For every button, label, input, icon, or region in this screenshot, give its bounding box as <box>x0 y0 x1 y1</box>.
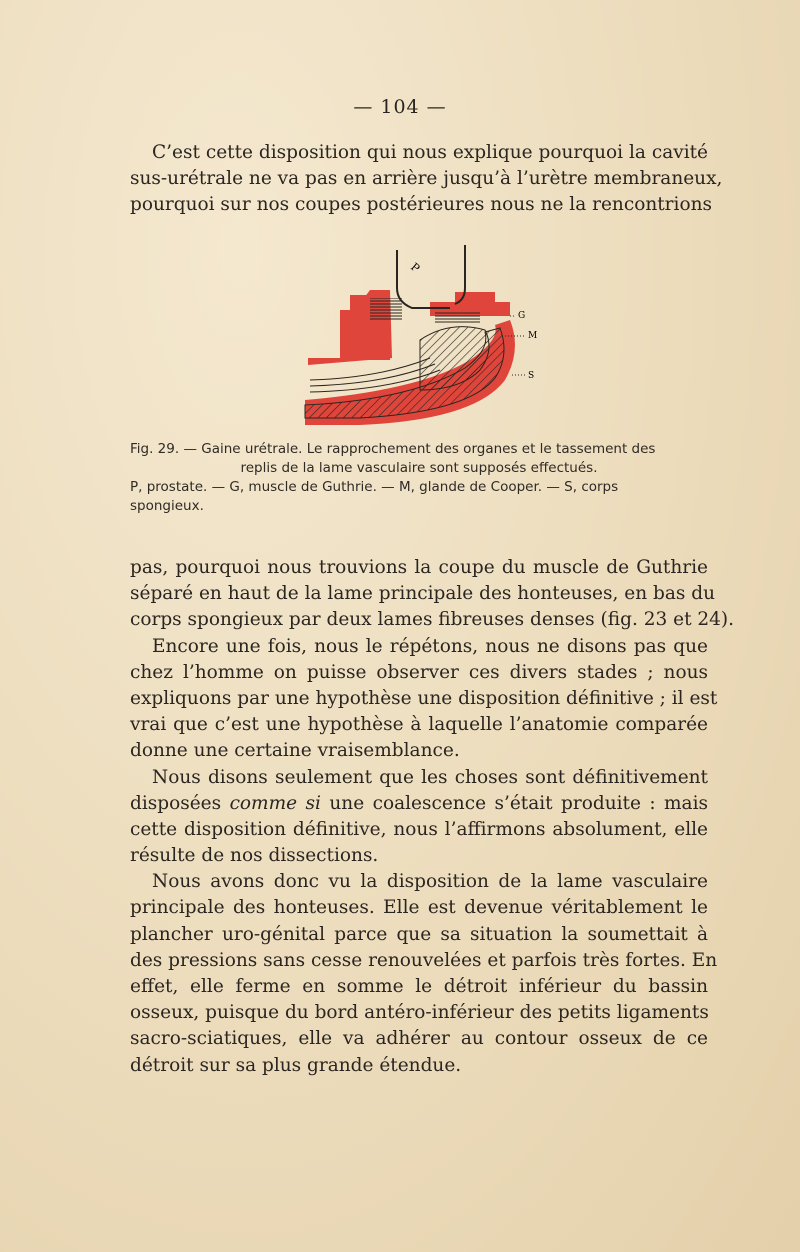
muscle-right <box>435 312 480 324</box>
text-line: principale des honteuses. Elle est devenue véritablement le <box>130 897 708 919</box>
text-line: détroit sur sa plus grande étendue. <box>130 1054 462 1076</box>
text-line: pourquoi sur nos coupes postérieures nous ne la rencontrions <box>130 194 712 216</box>
text-line: expliquons par une hypothèse une disposition définitive ; il est <box>130 687 718 709</box>
text-line: séparé en haut de la lame principale des honteuses, en bas du <box>130 583 716 605</box>
emphasis-text: comme si <box>229 792 321 814</box>
caption-line: P, prostate. — G, muscle de Guthrie. — M, glande de Cooper. — S, corps <box>130 479 619 495</box>
text-line: cette disposition définitive, nous l’affirmons absolument, elle <box>130 818 708 840</box>
text-line: osseux, puisque du bord antéro-inférieur des petits ligaments <box>130 1002 709 1024</box>
caption-line: replis de la lame vasculaire sont supposés effectués. <box>240 460 598 476</box>
urethra-wall <box>397 250 450 308</box>
top-paragraph <box>130 140 723 219</box>
label-p: P <box>408 260 423 276</box>
figure-29-diagram <box>300 240 550 430</box>
label-m: M <box>528 331 538 341</box>
text-line: pas, pourquoi nous trouvions la coupe du muscle de Guthrie <box>130 557 708 578</box>
red-lamina-right-upper <box>455 292 495 304</box>
figure-caption <box>130 440 708 516</box>
text-line: corps spongieux par deux lames fibreuses denses (fig. 23 et 24). <box>130 609 735 631</box>
page-number: — 104 — <box>353 96 447 118</box>
text-line: vrai que c’est une hypothèse à laquelle l’anatomie comparée <box>130 714 708 736</box>
caption-line: Fig. 29. — Gaine urétrale. Le rapprochement des organes et le tassement des <box>130 441 656 457</box>
guthrie-muscle <box>370 298 402 320</box>
text-line: C’est cette disposition qui nous explique pourquoi la cavité <box>152 142 708 163</box>
text-line <box>130 791 708 817</box>
text-segment: une coalescence s’était produite : mais <box>329 792 708 814</box>
text-line: sus-urétrale ne va pas en arrière jusqu’à l’urètre membraneux, <box>130 168 723 190</box>
text-line: effet, elle ferme en somme le détroit inférieur du bassin <box>130 976 708 997</box>
bottom-paragraphs <box>130 555 735 1079</box>
label-g: G <box>518 311 526 321</box>
text-segment: disposées <box>130 792 222 814</box>
label-s: S <box>528 371 535 381</box>
caption-line: spongieux. <box>130 498 204 514</box>
text-line: donne une certaine vraisemblance. <box>130 740 460 762</box>
text-line: Nous avons donc vu la disposition de la lame vasculaire <box>152 871 708 893</box>
text-line: sacro-sciatiques, elle va adhérer au contour osseux de ce <box>130 1028 708 1050</box>
text-line: résulte de nos dissections. <box>130 845 379 867</box>
text-line: des pressions sans cesse renouvelées et parfois très fortes. En <box>130 949 718 971</box>
text-line: plancher uro-génital parce que sa situation la soumettait à <box>130 923 708 945</box>
text-line: Nous disons seulement que les choses sont définitivement <box>152 766 708 788</box>
text-line: Encore une fois, nous le répétons, nous ne disons pas que <box>152 635 708 657</box>
text-line: chez l’homme on puisse observer ces divers stades ; nous <box>130 661 708 683</box>
